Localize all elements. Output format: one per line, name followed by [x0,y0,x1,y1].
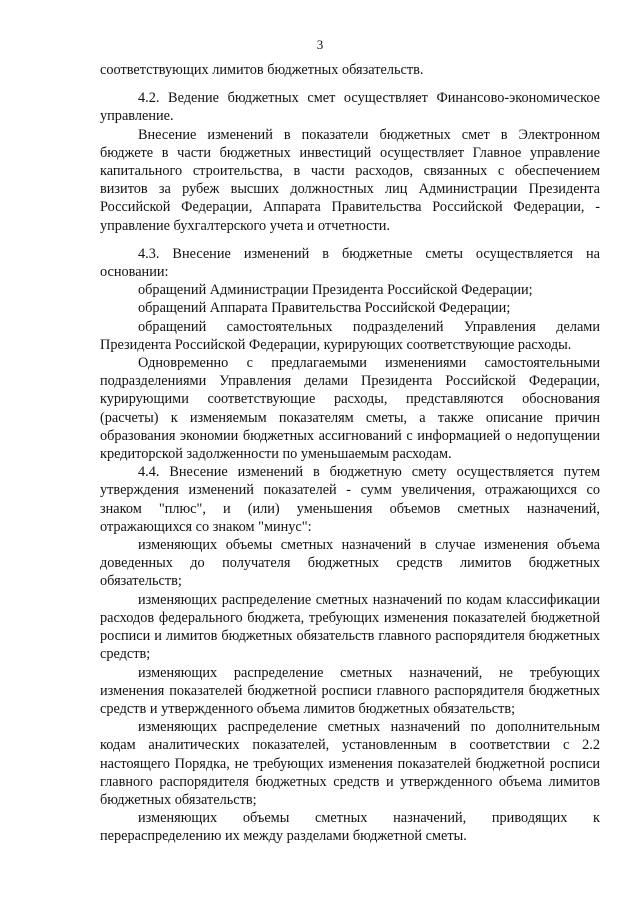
document-body [100,61,600,846]
paragraph: соответствующих лимитов бюджетных обязательств. [100,62,424,78]
list-item: изменяющих распределение сметных назначений по дополнительным кодам аналитических показателей, установленным в соответствии с 2.2 настоящего Порядка, не требующих изменения показателей бюджетной росписи главного распорядителя бюджетных средств и утвержденного объема лимитов бюджетных обязательств; [100,719,600,808]
paragraph: 4.2. Ведение бюджетных смет осуществляет Финансово-экономическое управление. [100,90,600,125]
paragraph: 4.4. Внесение изменений в бюджетную смету осуществляется путем утверждения изменений показателей - сумм увеличения, отражающихся со знаком "плюс", и (или) уменьшения объемов сметных назначений, отражающихся со знаком "минус": [100,464,600,535]
list-item: изменяющих распределение сметных назначений, не требующих изменения показателей бюджетной росписи главного распорядителя бюджетных средств и утвержденного объема лимитов бюджетных обязательств; [100,664,600,717]
list-item: обращений Администрации Президента Российской Федерации; [138,282,533,299]
paragraph: Внесение изменений в показатели бюджетных смет в Электронном бюджете в части бюджетных инвестиций осуществляет Главное управление капитального строительства, в части расходов, связанных с обеспечением визитов за рубеж высших должностных лиц Администрации Президента Российской Федерации, Аппарата Правительства Российской Федерации, - управление бухгалтерского учета и отчетности. [100,126,600,234]
list-item: изменяющих объемы сметных назначений в случае изменения объема доведенных до получателя бюджетных средств лимитов бюджетных обязательств; [100,537,600,590]
list-item: обращений Аппарата Правительства Российской Федерации; [138,300,511,317]
page-number: 3 [316,37,324,52]
paragraph: Одновременно с предлагаемыми изменениями самостоятельными подразделениями Управления делами Президента Российской Федерации, курирующими соответствующие расходы, представляются обоснования (расчеты) к изменяемым показателям сметы, а также описание причин образования экономии бюджетных ассигнований с информацией о недопущении кредиторской задолженности по уменьшаемым расходам. [100,355,600,463]
list-item: изменяющих распределение сметных назначений по кодам классификации расходов федерального бюджета, требующих изменения показателей бюджетной росписи и лимитов бюджетных обязательств главного распорядителя бюджетных средств; [100,591,600,663]
paragraph: 4.3. Внесение изменений в бюджетные сметы осуществляется на основании: [100,245,600,281]
list-item: обращений самостоятельных подразделений Управления делами Президента Российской Федерации, курирующих соответствующие расходы. [100,318,600,353]
list-item: изменяющих объемы сметных назначений, приводящих к перераспределению их между разделами бюджетной сметы. [100,810,600,845]
